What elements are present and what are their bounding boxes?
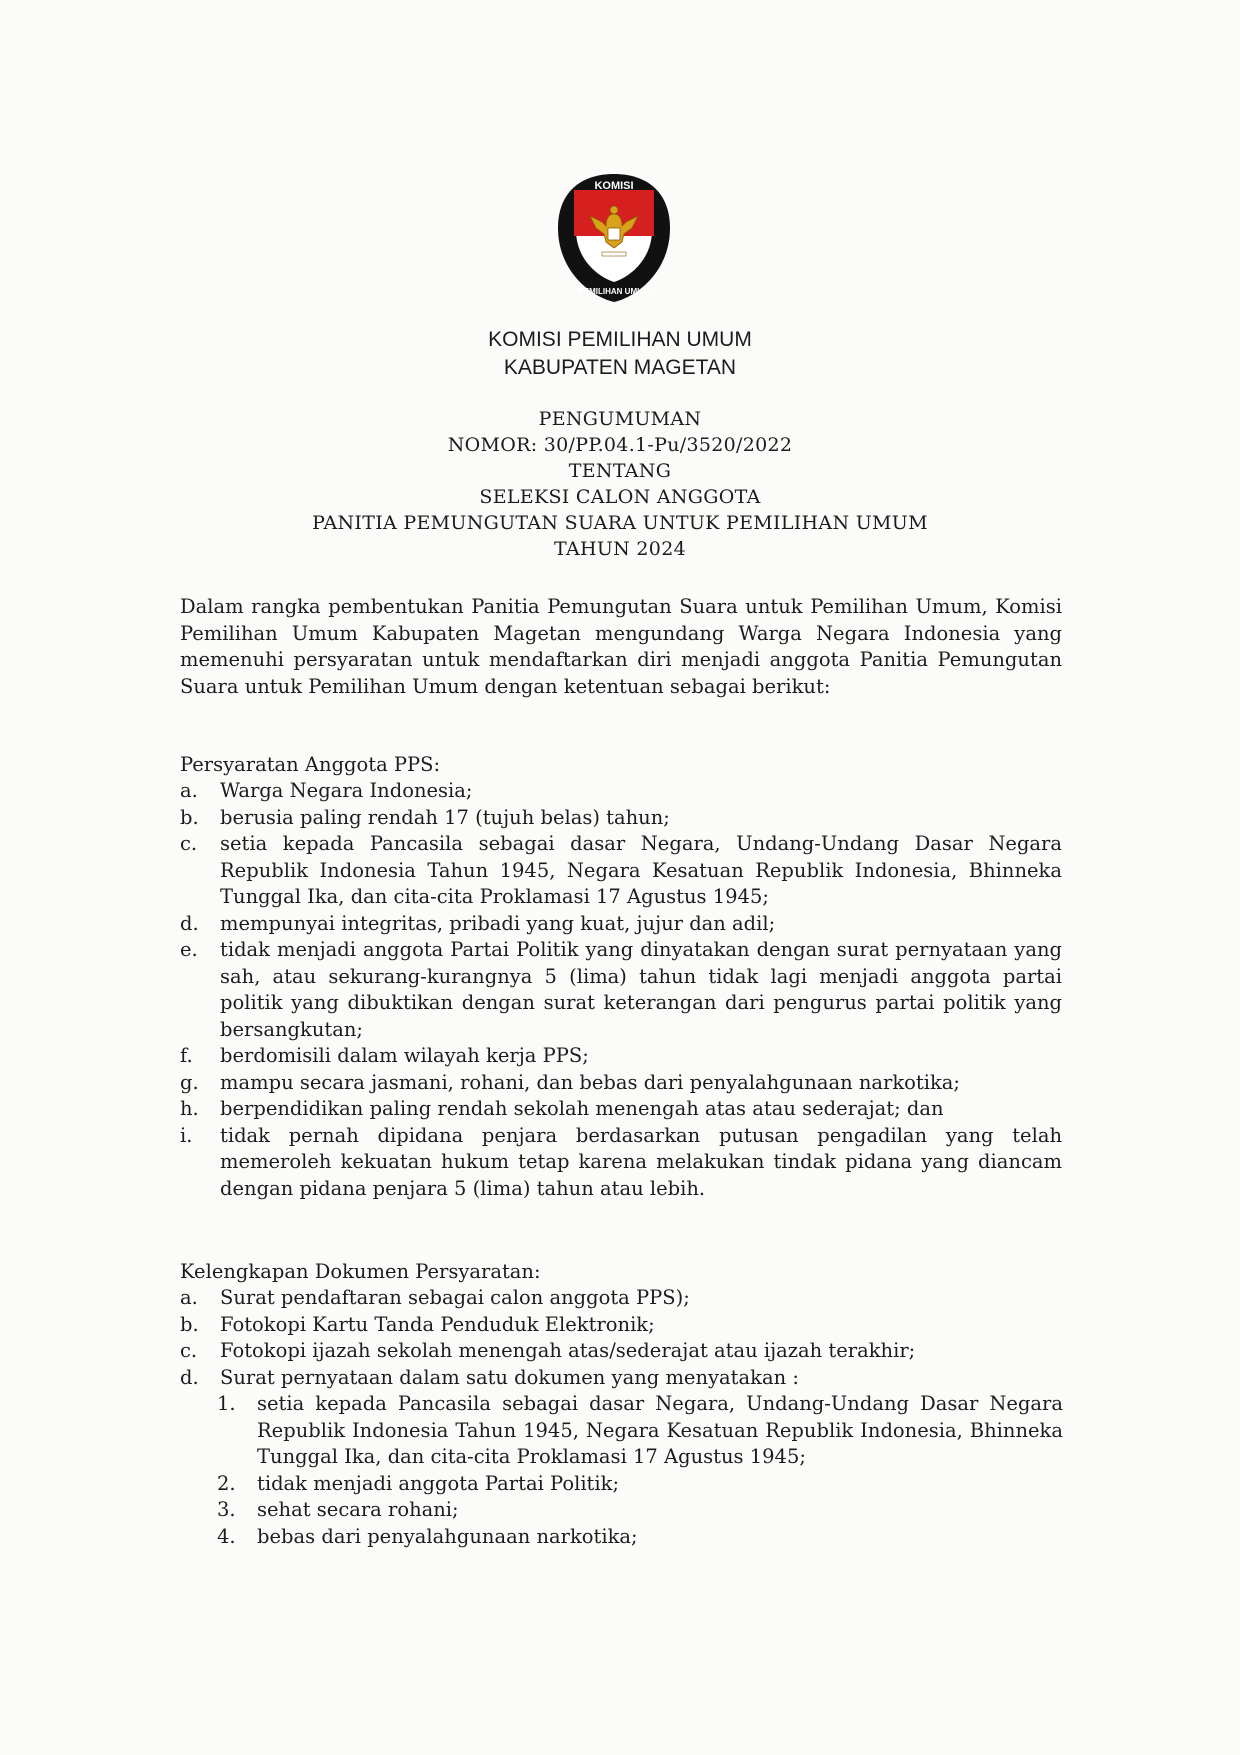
announcement-subject-1: SELEKSI CALON ANGGOTA (479, 486, 761, 508)
org-name-line2: KABUPATEN MAGETAN (503, 356, 737, 379)
announcement-about: TENTANG (568, 460, 672, 482)
list-item: 1. setia kepada Pancasila sebagai dasar Negara, Undang-Undang Dasar Negara Republik Indonesia Tahun 1945, Negara Kesatuan Republik Indonesia, Bhinneka Tunggal Ika, dan cita-cita Proklamasi 17 Agustus 1945; (217, 1392, 1063, 1468)
list-item: 4. bebas dari penyalahgunaan narkotika; (217, 1524, 638, 1548)
org-name-line1: KOMISI PEMILIHAN UMUM (488, 328, 752, 351)
documents-label: Kelengkapan Dokumen Persyaratan: (180, 1260, 541, 1283)
list-item: i. tidak pernah dipidana penjara berdasarkan putusan pengadilan yang telah memeroleh kekuatan hukum tetap karena melakukan tindak pidana yang diancam dengan pidana penjara 5 (lima) tahun atau lebih. (180, 1123, 1062, 1200)
list-item: h. berpendidikan paling rendah sekolah menengah atas atau sederajat; dan (180, 1097, 944, 1120)
list-item: b. Fotokopi Kartu Tanda Penduduk Elektronik; (180, 1312, 655, 1336)
list-item: c. Fotokopi ijazah sekolah menengah atas/sederajat atau ijazah terakhir; (180, 1339, 916, 1362)
list-item: f. berdomisili dalam wilayah kerja PPS; (180, 1044, 589, 1067)
list-item: e. tidak menjadi anggota Partai Politik yang dinyatakan dengan surat pernyataan yang sah, atau sekurang-kurangnya 5 (lima) tahun tidak lagi menjadi anggota partai politik yang dibuktikan dengan surat keterangan dari pengurus partai politik yang bersangkutan; (180, 938, 1062, 1041)
intro-paragraph: Dalam rangka pembentukan Panitia Pemungutan Suara untuk Pemilihan Umum, Komisi Pemilihan Umum Kabupaten Magetan mengundang Warga Negara Indonesia yang memenuhi persyaratan untuk mendaftarkan diri menjadi anggota Panitia Pemungutan Suara untuk Pemilihan Umum dengan ketentuan sebagai berikut: (180, 595, 1062, 698)
documents-sublist (217, 1391, 1063, 1550)
announcement-subject-2: PANITIA PEMUNGUTAN SUARA UNTUK PEMILIHAN UMUM (312, 512, 928, 534)
announcement-title: PENGUMUMAN (538, 408, 702, 430)
announcement-number: NOMOR: 30/PP.04.1-Pu/3520/2022 (447, 434, 793, 456)
logo-text-top: KOMISI (594, 180, 634, 192)
list-item: a. Surat pendaftaran sebagai calon anggota PPS); (180, 1286, 690, 1309)
requirements-label: Persyaratan Anggota PPS: (180, 753, 441, 776)
list-item: 2. tidak menjadi anggota Partai Politik; (217, 1471, 620, 1495)
logo-text-bottom: PEMILIHAN UMUM (578, 287, 650, 296)
announcement-year: TAHUN 2024 (554, 538, 686, 560)
kpu-emblem-icon (556, 172, 672, 304)
list-item: 3. sehat secara rohani; (217, 1498, 459, 1521)
requirements-list (180, 778, 1062, 1202)
list-item: b. berusia paling rendah 17 (tujuh belas) tahun; (180, 805, 670, 829)
list-item: c. setia kepada Pancasila sebagai dasar Negara, Undang-Undang Dasar Negara Republik Indonesia Tahun 1945, Negara Kesatuan Republik Indonesia, Bhinneka Tunggal Ika, dan cita-cita Proklamasi 17 Agustus 1945; (180, 832, 1062, 908)
documents-list (180, 1285, 1062, 1391)
list-item: g. mampu secara jasmani, rohani, dan bebas dari penyalahgunaan narkotika; (180, 1070, 960, 1094)
list-item: a. Warga Negara Indonesia; (180, 779, 473, 802)
kpu-logo (556, 172, 672, 304)
list-item: d. Surat pernyataan dalam satu dokumen yang menyatakan : (180, 1365, 799, 1389)
list-item: d. mempunyai integritas, pribadi yang kuat, jujur dan adil; (180, 911, 776, 935)
